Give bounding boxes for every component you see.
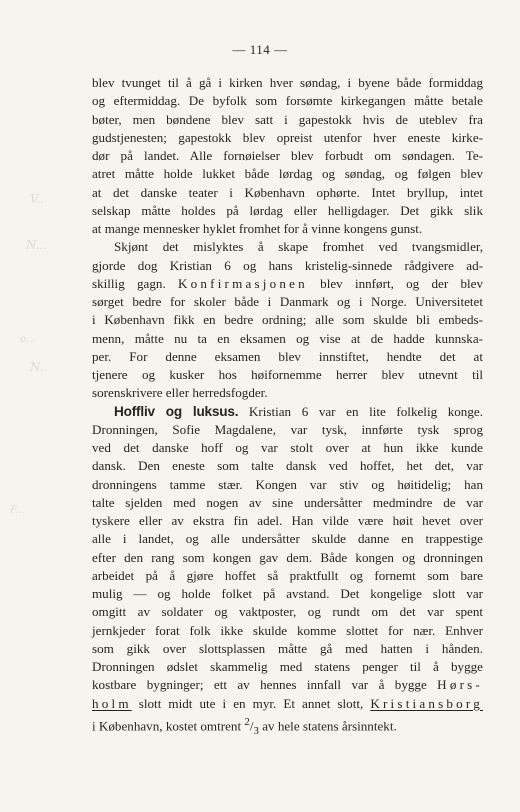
text-line: sorenskrivere eller herredsfogder. [92,385,268,401]
text-line: tyskere eller av ekstra fin adel. Han vilde være høit hevet over [92,513,483,528]
faded-marginalia: V.. [30,192,45,206]
text-line: menn, måtte nu ta en eksamen og vise at de hadde kunnska- [92,330,483,346]
emphasized-term: holm [92,695,132,711]
text-line: sørget bedre for skoler både i Danmark og i Norge. Universitetet [92,294,483,309]
text-line: talte sjelden med nogen av sine undersåtter medmindre de var [92,494,483,510]
text-line: tjenere og kusker hos høifornemme herrer blev utnevnt til [92,367,483,382]
fraction-numerator: 2 [244,715,250,728]
faded-marginalia: N.. [30,360,48,374]
text-line: Skjønt det mislyktes å skape fromhet ved tvangsmidler, [114,239,483,255]
text-line: blev tvunget til å gå i kirken hver søndag, i byene både formiddag [92,75,483,90]
text-line: at mange mennesker hyklet fromhet for å vinne kongens gunst. [92,221,423,236]
text-line: omgitt av soldater og vaktposter, og rundt om det var spent [92,604,483,620]
text-line: skillig gagn. Konfirmasjonen blev innført, og der blev [92,275,484,291]
faded-marginalia: N... [26,238,48,252]
text-line: mulig — og holde folket på avstand. Det kongelige slott var [92,586,483,601]
text-line: dronningens tamme stær. Kongen var stiv og høitidelig; han [92,476,483,492]
text-line: selskap måtte holdes på lørdag eller helligdager. Det gikk slik [92,202,483,218]
text-line: gudstjenesten; gapestokk blev opreist utenfor hver eneste kirke- [92,129,483,145]
text-line: dør på landet. Alle fornøielser blev forbudt om søndagen. Te- [92,148,483,163]
text-line: arbeidet på å gjøre hoffet så praktfullt og fornemt som bare [92,567,483,583]
emphasized-term: Hørs- [437,677,483,693]
faded-marginalia: F... [10,505,25,516]
text-line: og eftermiddag. De byfolk som forsømte kirkegangen måtte betale [92,93,483,109]
text-line: gjorde dog Kristian 6 og hans kristelig-sinnede rådgivere ad- [92,257,483,273]
text-line: at det danske teater i København ophørte. Intet bryllup, intet [92,184,483,200]
text-line: efter den rang som kongen gav dem. Både kongen og dronningen [92,549,483,565]
text-line: bøter, men bøndene blev satt i gapestokk hvis de uteblev fra [92,111,483,127]
text-line: som gikk over slottsplassen måtte gå med hatten i hånden. [92,640,483,656]
faded-marginalia: o... [20,334,36,345]
body-text [92,74,484,737]
text-line: Dronningen ødslet skammelig med statens penger til å bygge [92,659,483,674]
text-line: ved det danske hoff og var stolt over at hun ikke kunde [92,440,483,455]
text-line: Hoffliv og luksus. Kristian 6 var en lite folkelig konge. [114,403,483,419]
emphasized-term: Konfirmasjonen [178,275,308,291]
emphasized-term: Kristiansborg [370,695,483,711]
text-line: Dronningen, Sofie Magdalene, var tysk, innførte tysk sprog [92,421,483,437]
text-line: i København fikk en bedre ordning; alle som skulde bli embeds- [92,312,483,328]
text-line: kostbare bygninger; ett av hennes innfall var å bygge Hørs- [92,677,483,693]
text-line: jernkjeder forat folk ikke skulde komme slottet for nær. Enhver [92,622,483,638]
text-line: per. For denne eksamen blev innstiftet, hendte det at [92,348,483,364]
text-line: holm slott midt ute i en myr. Et annet slott, Kristiansborg [92,695,483,711]
page-number: — 114 — [232,42,288,57]
section-heading: Hoffliv og luksus. [114,403,239,419]
text-line: dansk. Den eneste som talte dansk ved hoffet, het det, var [92,458,483,474]
text-line: alle i landet, og alle undersåtter skulde danne en trappestige [92,531,483,547]
text-line: atret måtte holde lukket både lørdag og søndag, og følgen blev [92,166,483,182]
fraction-denominator: 3 [253,724,259,737]
text-line: i København, kostet omtrent $^2/_3$ av hele statens årsinntekt. [92,715,397,737]
